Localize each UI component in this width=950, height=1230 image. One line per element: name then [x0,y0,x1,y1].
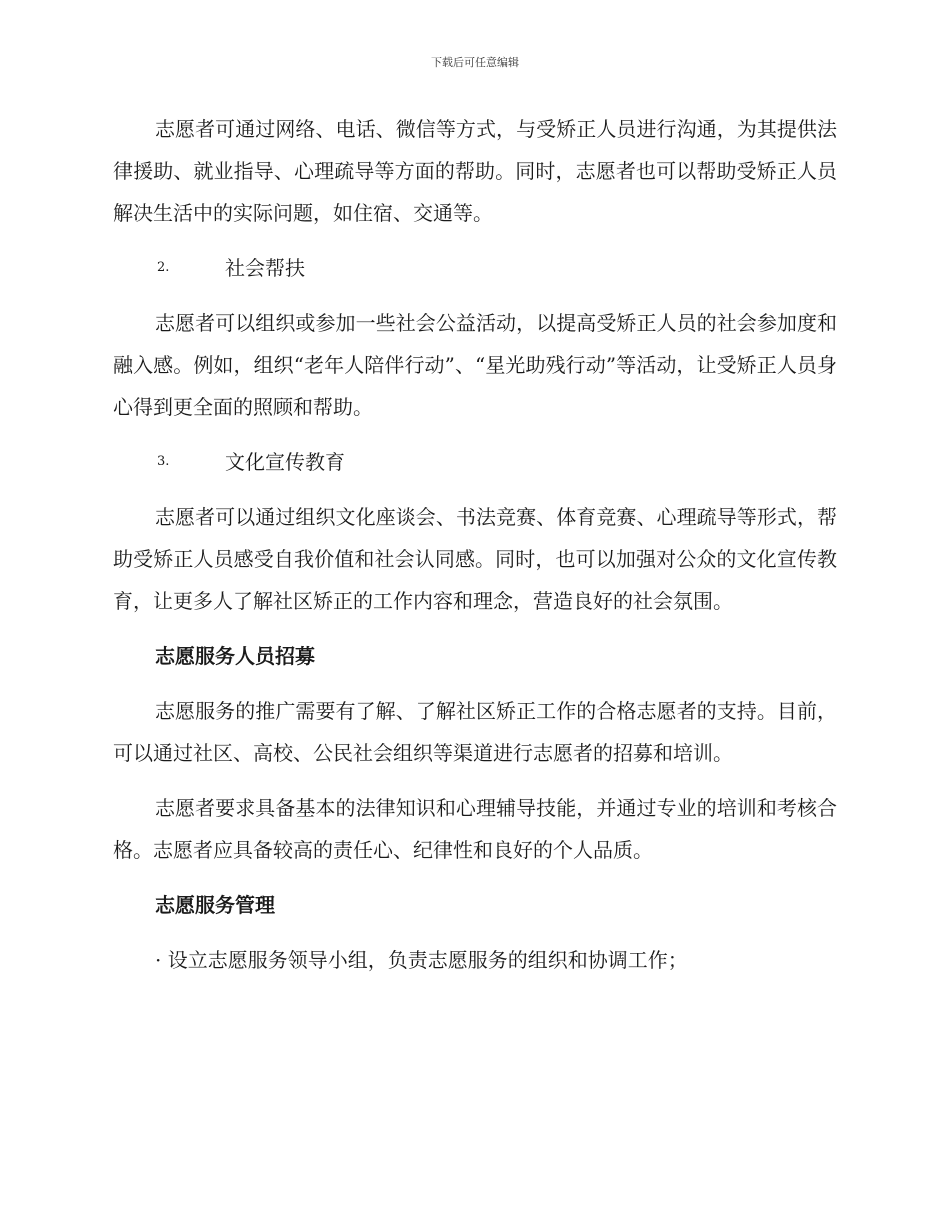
list-item-2 [113,247,837,289]
paragraph-1: 志愿者可通过网络、电话、微信等方式，与受矫正人员进行沟通，为其提供法律援助、就业指导、心理疏导等方面的帮助。同时，志愿者也可以帮助受矫正人员解决生活中的实际问题，如住宿、交通等。 [113,117,837,225]
list-item-number: 2. [157,260,170,275]
list-item-label: 社会帮扶 [225,256,305,280]
paragraph-5: 志愿者要求具备基本的法律知识和心理辅导技能，并通过专业的培训和考核合格。志愿者应具备较高的责任心、纪律性和良好的个人品质。 [113,796,837,862]
section-heading-recruitment: 志愿服务人员招募 [155,644,315,668]
page-header: 下载后可任意编辑 [431,56,519,69]
section-heading-management: 志愿服务管理 [155,893,275,917]
paragraph-3: 志愿者可以通过组织文化座谈会、书法竞赛、体育竞赛、心理疏导等形式，帮助受矫正人员感受自我价值和社会认同感。同时，也可以加强对公众的文化宣传教育，让更多人了解社区矫正的工作内容和理念，营造良好的社会氛围。 [113,505,837,613]
paragraph-4: 志愿服务的推广需要有了解、了解社区矫正工作的合格志愿者的支持。目前，可以通过社区、高校、公民社会组织等渠道进行志愿者的招募和培训。 [113,699,837,765]
bullet-item-1: · 设立志愿服务领导小组，负责志愿服务的组织和协调工作； [155,948,688,972]
document-body [113,108,837,981]
list-item-label: 文化宣传教育 [225,450,345,474]
list-item-3 [113,441,837,483]
list-item-number: 3. [157,454,170,469]
paragraph-2: 志愿者可以组织或参加一些社会公益活动，以提高受矫正人员的社会参加度和融入感。例如，组织“老年人陪伴行动”、“星光助残行动”等活动，让受矫正人员身心得到更全面的照顾和帮助。 [113,311,837,419]
